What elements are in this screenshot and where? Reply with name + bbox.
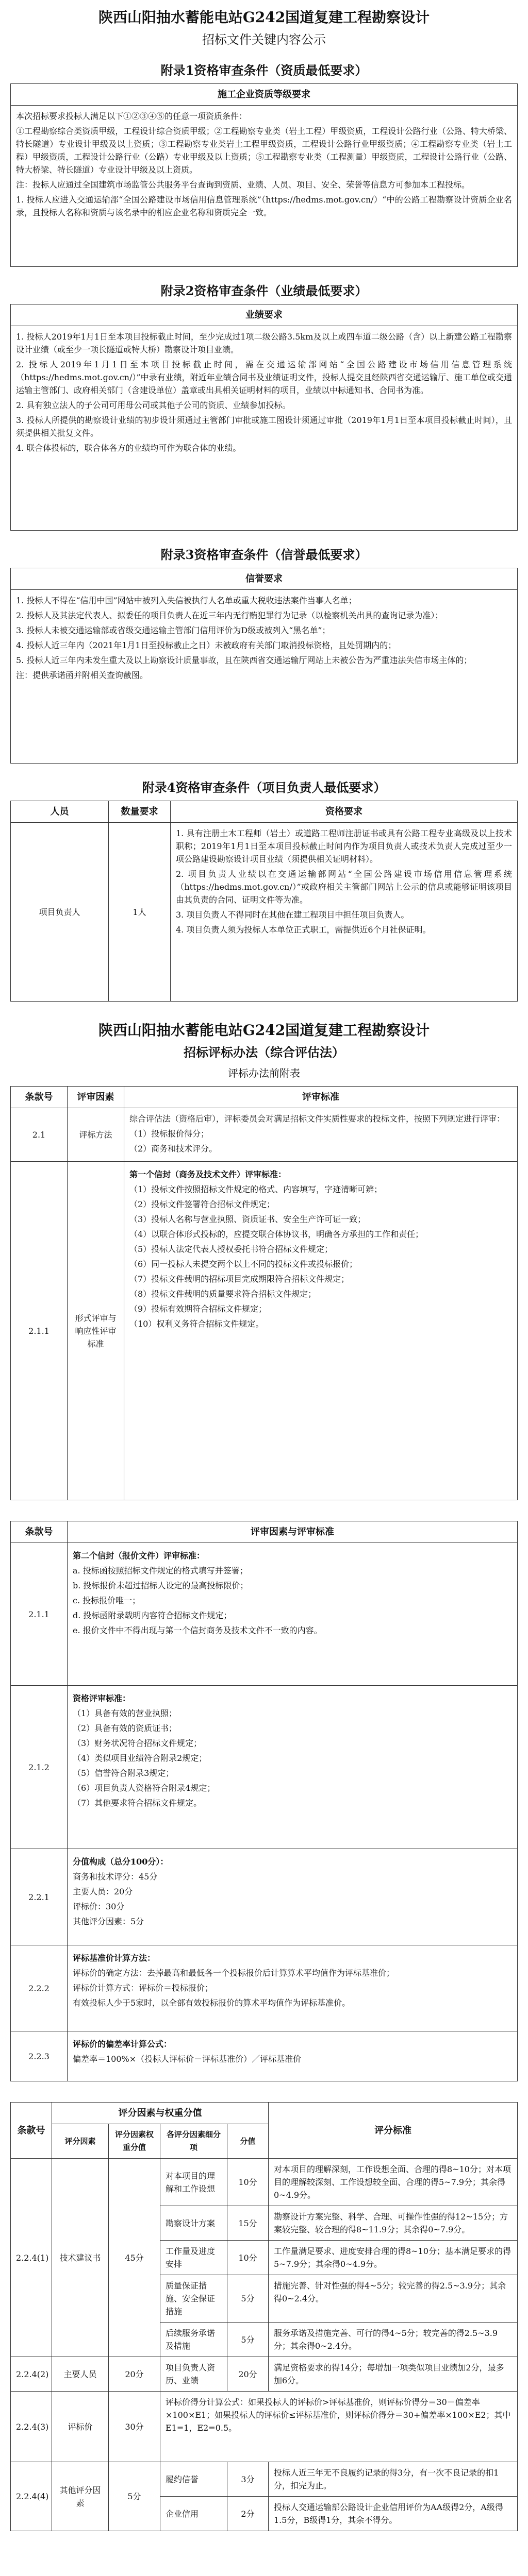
appendix2-paragraph: 3. 投标人所提供的勘察设计业绩的初步设计须通过主管部门审批或施工图设计须通过审批（2019年1月1日至本项目投标截止时间），且须提供相关批复文件。 (16, 415, 512, 438)
column-header: 条款号 (11, 2103, 52, 2159)
clause-code: 2.2.2 (11, 1945, 68, 2031)
appendix3-title: 附录3资格审查条件（信誉最低要求） (160, 547, 368, 562)
standard-item: （2）商务和技术评分。 (129, 1144, 218, 1154)
appendix1-paragraph: 1. 投标人应进入交通运输部“全国公路建设市场信用信息管理系统”（https://hedms.mot.gov.cn/）“中的公路工程勘察设计资质企业名录，且投标人名称和资质与该名录中的相应企业名称和资质完全一致。 (16, 195, 512, 217)
scoring-standard: 工作量满足要求、进度安排合理的得8~10分；基本满足要求的得5~7.9分；其余得0~4.9分。 (269, 2241, 518, 2275)
sub-score: 10分 (227, 2159, 269, 2206)
factor-cell: 评标方法 (68, 1108, 124, 1162)
appendix1-paragraph: ①工程勘察综合类资质甲级，工程设计综合资质甲级；②工程勘察专业类（岩土工程）甲级资质，工程设计公路行业（公路、特大桥梁、特长隧道）专业设计甲级及以上资质；③工程勘察专业类岩土工程甲级资质，工程设计公路行业甲级资质；④工程勘察专业类（岩土工程）甲级资质，工程设计公路行业（公路）专业甲级及以上资质；⑤工程勘察专业类（工程测量）甲级资质，工程设计公路行业（公路、特大桥梁、特长隧道）专业设计甲级及以上资质。 (16, 126, 512, 175)
sub-score: 10分 (227, 2241, 269, 2275)
standard-item: 评标价计算方式：评标价＝投标报价； (73, 1983, 213, 1993)
factor-cell: 其他评分因素 (52, 2462, 109, 2531)
standard-heading: 分值构成（总分100分）： (73, 1857, 169, 1867)
standard-item: 主要人员：20分 (73, 1887, 133, 1896)
scoring-standard: 评标价得分计算公式：如果投标人的评标价>评标基准价，则评标价得分＝30－偏差率×100×E1；如果投标人的评标价≤评标基准价，则评标价得分＝30+偏差率×100×E2；其中E1=1，E2=0.5。 (160, 2392, 518, 2462)
standard-item: （5）投标人法定代表人授权委托书符合招标文件规定； (129, 1244, 333, 1254)
column-header: 条款号 (11, 1087, 68, 1108)
clause-code: 2.2.3 (11, 2031, 68, 2081)
standard-item: （7）其他要求符合招标文件规定。 (73, 1798, 202, 1808)
sub-factor: 履约信誉 (160, 2462, 227, 2497)
appendix2-title: 附录2资格审查条件（业绩最低要求） (160, 283, 368, 298)
scoring-standard: 投标人近三年无不良履约记录的得3分，有一次不良记录的扣1分，扣完为止。 (269, 2462, 518, 2497)
standard-item: （5）信誉符合附录3规定； (73, 1768, 174, 1778)
factor-cell: 评标价 (52, 2392, 109, 2462)
document (10, 0, 518, 2531)
sub-score: 3分 (227, 2462, 269, 2497)
standard-item: 偏差率＝100%×（投标人评标价－评标基准价）／评标基准价 (73, 2054, 302, 2064)
standard-item: （6）同一投标人未提交两个以上不同的投标文件或投标报价； (129, 1259, 358, 1269)
standard-item: （3）财务状况符合招标文件规定； (73, 1738, 202, 1748)
appendix2-paragraph: 2. 具有独立法人的子公司可用母公司或其他子公司的资质、业绩参加投标。 (16, 400, 291, 410)
header-group: 评分因素与权重分值 (52, 2103, 269, 2124)
standard-item: 第一个信封（商务及技术文件）评审标准： (129, 1170, 287, 1179)
clause-code: 2.2.4(3) (11, 2392, 52, 2462)
scoring-standard: 勘察设计方案完整、科学、合理、可操作性强的得12~15分；方案较完整、较合理的得8~11.9分；其余得0~7.9分。 (269, 2206, 518, 2241)
factor-cell: 主要人员 (52, 2357, 109, 2392)
scoring-standard: 投标人交通运输部公路设计企业信用评价为AA级得2分，A级得1.5分，B级得1分，其余不得分。 (269, 2497, 518, 2531)
weight-cell: 45分 (109, 2159, 160, 2357)
appendix3-paragraph: 3. 投标人未被交通运输部或省级交通运输主管部门信用评价为D级或被列入“黑名单”； (16, 625, 331, 635)
column-header: 数量要求 (109, 801, 171, 823)
factor-cell: 形式评审与响应性评审标准 (68, 1162, 124, 1500)
role-cell: 项目负责人 (11, 823, 109, 1002)
requirement-item: 2. 项目负责人业绩以在交通运输部网站“全国公路建设市场信用信息管理系统（https://hedms.mot.gov.cn/）”或政府相关主管部门网站上公示的信息或能够证明该项目由其负责的合同、证明文件等为准。 (176, 869, 512, 905)
standard-item: （1）投标报价得分； (129, 1129, 209, 1139)
appendix3-table-header: 信誉要求 (11, 568, 518, 590)
appendix1-table-header: 施工企业资质等级要求 (11, 84, 518, 106)
part2-subtitle: 招标评标办法（综合评估法） (184, 1045, 344, 1060)
column-header: 人员 (11, 801, 109, 823)
factor-cell: 技术建议书 (52, 2159, 109, 2357)
standard-item: （7）投标文件载明的招标项目完成期限符合招标文件规定； (129, 1274, 350, 1284)
weight-cell: 30分 (109, 2392, 160, 2462)
appendix4-title: 附录4资格审查条件（项目负责人最低要求） (142, 780, 386, 795)
scoring-standard: 服务承诺及措施完善、可行的得4~5分；较完善的得2.5~3.9分；其余得0~2.4分。 (269, 2323, 518, 2357)
standard-item: 评标价的确定方法：去掉最高和最低各一个投标报价后计算算术平均值作为评标基准价； (73, 1968, 395, 1978)
clause-code: 2.2.1 (11, 1849, 68, 1945)
standard-item: （8）投标文件载明的质量要求符合招标文件规定； (129, 1289, 317, 1299)
clause-code: 2.2.4(4) (11, 2462, 52, 2531)
standard-item: a. 投标函按照招标文件规定的格式填写并签署； (73, 1566, 248, 1575)
weight-cell: 5分 (109, 2462, 160, 2531)
requirement-item: 4. 项目负责人须为投标人本单位正式职工，需提供近6个月社保证明。 (176, 925, 431, 935)
standard-heading: 资格评审标准： (73, 1693, 131, 1703)
column-header: 评分因素 (52, 2124, 109, 2159)
standard-heading: 评标价的偏差率计算公式： (73, 2039, 172, 2049)
document-title: 陕西山阳抽水蓄能电站G242国道复建工程勘察设计 (98, 9, 430, 26)
scoring-table (10, 2102, 518, 2531)
clause-code: 2.2.4(1) (11, 2159, 52, 2357)
sub-score: 5分 (227, 2275, 269, 2323)
sub-factor: 工作量及进度安排 (160, 2241, 227, 2275)
appendix1-paragraph: 注：投标人应通过全国建筑市场监管公共服务平台查询到资质、业绩、人员、项目、安全、荣誉等信息方可参加本工程投标。 (16, 180, 470, 190)
standard-item: b. 投标报价未超过招标人设定的最高投标限价； (73, 1581, 249, 1590)
scoring-standard: 措施完善、针对性强的得4~5分；较完善的得2.5~3.9分；其余得0~2.4分。 (269, 2275, 518, 2323)
sub-score: 20分 (227, 2357, 269, 2392)
count-cell: 1人 (109, 823, 171, 1002)
standard-item: c. 投标报价唯一； (73, 1596, 141, 1605)
appendix3-paragraph: 注：提供承诺函并附相关查询截图。 (16, 670, 148, 680)
evaluation-table-1 (10, 1086, 518, 1500)
standard-item: （1）具备有效的营业执照； (73, 1708, 177, 1718)
column-header: 各评分因素细分项 (160, 2124, 227, 2159)
scoring-standard: 对本项目的理解深刻，工作设想全面、合理的得8~10分；对本项目的理解较深刻、工作设想较全面、合理的得5~7.9分；其余得0~4.9分。 (269, 2159, 518, 2206)
column-header: 评审因素与评审标准 (68, 1521, 518, 1543)
appendix1-table (10, 83, 518, 267)
appendix1-paragraph: 本次招标要求投标人满足以下①②③④⑤的任意一项资质条件： (16, 111, 248, 121)
standard-item: （4）类似项目业绩符合附录2规定； (73, 1753, 207, 1763)
standard-item: （2）投标文件签署符合招标文件规定； (129, 1199, 275, 1209)
standard-item: e. 报价文件中不得出现与第一个信封商务及技术文件不一致的内容。 (73, 1625, 322, 1635)
sub-factor: 企业信用 (160, 2497, 227, 2531)
document-subtitle: 招标文件关键内容公示 (202, 32, 326, 47)
clause-code: 2.1 (11, 1108, 68, 1162)
sub-factor: 后续服务承诺及措施 (160, 2323, 227, 2357)
table-title: 评标办法前附表 (228, 1067, 300, 1079)
sub-factor: 项目负责人资历、业绩 (160, 2357, 227, 2392)
appendix3-table (10, 568, 518, 764)
standard-item: （1）投标文件按照招标文件规定的格式、内容填写，字迹清晰可辨； (129, 1184, 383, 1194)
column-header: 评分标准 (269, 2103, 518, 2159)
clause-code: 2.1.1 (11, 1543, 68, 1686)
standard-item: （4）以联合体形式投标的，应提交联合体协议书，明确各方承担的工作和责任； (129, 1229, 424, 1239)
evaluation-table-2 (10, 1521, 518, 2081)
sub-factor: 质量保证措施、安全保证措施 (160, 2275, 227, 2323)
standard-item: d. 投标函附录载明内容符合招标文件规定； (73, 1611, 232, 1620)
standard-item: （9）投标有效期符合招标文件规定； (129, 1304, 267, 1314)
standard-item: 其他评分因素：5分 (73, 1917, 144, 1926)
column-header: 评分因素权重分值 (109, 2124, 160, 2159)
appendix3-paragraph: 4. 投标人近三年内（2021年1月1日至投标截止之日）未被政府有关部门取消投标资格，且处罚期内的； (16, 640, 397, 650)
appendix2-paragraph: 4. 联合体投标的，联合体各方的业绩均可作为联合体的业绩。 (16, 443, 241, 453)
clause-code: 2.1.2 (11, 1686, 68, 1849)
requirement-item: 1. 具有注册土木工程师（岩土）或道路工程师注册证书或具有公路工程专业高级及以上技术职称；2019年1月1日至本项目投标截止时间内作为项目负责人或技术负责人完成过至少一项公路建设勘察设计项目业绩（须提供相关证明材料）。 (176, 828, 512, 864)
column-header: 分值 (227, 2124, 269, 2159)
sub-factor: 对本项目的理解和工作设想 (160, 2159, 227, 2206)
clause-code: 2.2.4(2) (11, 2357, 52, 2392)
appendix3-paragraph: 5. 投标人近三年内未发生重大及以上勘察设计质量事故，且在陕西省交通运输厅网站上未被公告为严重违法失信市场主体的； (16, 655, 472, 665)
appendix3-paragraph: 2. 投标人及其法定代表人、拟委任的项目负责人在近三年内无行贿犯罪行为记录（以检察机关出具的查询记录为准）； (16, 611, 443, 620)
standard-item: （6）项目负责人资格符合附录4规定； (73, 1783, 216, 1793)
standard-heading: 评标基准价计算方法： (73, 1953, 156, 1963)
standard-heading: 第二个信封（报价文件）评审标准： (73, 1551, 205, 1561)
appendix2-paragraph: 2. 投标人2019年1月1日至本项目投标截止时间，需在交通运输部网站“全国公路建设市场信用信息管理系统（https://hedms.mot.gov.cn/）”中录有业绩，附近年业绩合同书及业绩证明文件，投标人提交且经陕西省交通运输厅、施工单位或交通运输主管部门、政府相关部门（含建设单位）盖章或出具相关证明材料的项目，业绩以中标通知书、合同书为准。 (16, 360, 512, 395)
standard-item: （2）具备有效的资质证书； (73, 1723, 177, 1733)
standard-item: 评标价：30分 (73, 1902, 125, 1911)
sub-score: 2分 (227, 2497, 269, 2531)
appendix3-paragraph: 1. 投标人不得在“信用中国”网站中被列入失信被执行人名单或重大税收违法案件当事人名单； (16, 596, 357, 605)
appendix4-table (10, 801, 518, 1002)
standard-item: 商务和技术评分：45分 (73, 1872, 158, 1882)
appendix2-paragraph: 1. 投标人2019年1月1日至本项目投标截止时间，至少完成过1项二级公路3.5km及以上或四车道二级公路（含）以上新建公路工程勘察设计业绩（或至少一项长隧道或特大桥）勘察设计项目业绩。 (16, 332, 512, 354)
sub-factor: 勘察设计方案 (160, 2206, 227, 2241)
standard-item: （3）投标人名称与营业执照、资质证书、安全生产许可证一致； (129, 1214, 366, 1224)
appendix2-table-header: 业绩要求 (11, 304, 518, 326)
requirement-item: 3. 项目负责人不得同时在其他在建工程项目中担任项目负责人。 (176, 910, 409, 920)
sub-score: 5分 (227, 2323, 269, 2357)
weight-cell: 20分 (109, 2357, 160, 2392)
standard-item: （10）权利义务符合招标文件规定。 (129, 1319, 264, 1329)
appendix2-table (10, 304, 518, 531)
appendix1-title: 附录1资格审查条件（资质最低要求） (160, 63, 368, 78)
column-header: 条款号 (11, 1521, 68, 1543)
column-header: 评审标准 (124, 1087, 518, 1108)
sub-score: 15分 (227, 2206, 269, 2241)
column-header: 资格要求 (171, 801, 518, 823)
scoring-standard: 满足资格要求的得14分；每增加一项类似项目业绩加2分，最多加6分。 (269, 2357, 518, 2392)
column-header: 评审因素 (68, 1087, 124, 1108)
clause-code: 2.1.1 (11, 1162, 68, 1500)
standard-item: 有效投标人少于5家时，以全部有效投标报价的算术平均值作为评标基准价。 (73, 1998, 351, 2008)
part2-title: 陕西山阳抽水蓄能电站G242国道复建工程勘察设计 (98, 1022, 430, 1039)
standard-item: 综合评估法（资格后审），评标委员会对满足招标文件实质性要求的投标文件，按照下列规定进行评审： (129, 1114, 505, 1124)
